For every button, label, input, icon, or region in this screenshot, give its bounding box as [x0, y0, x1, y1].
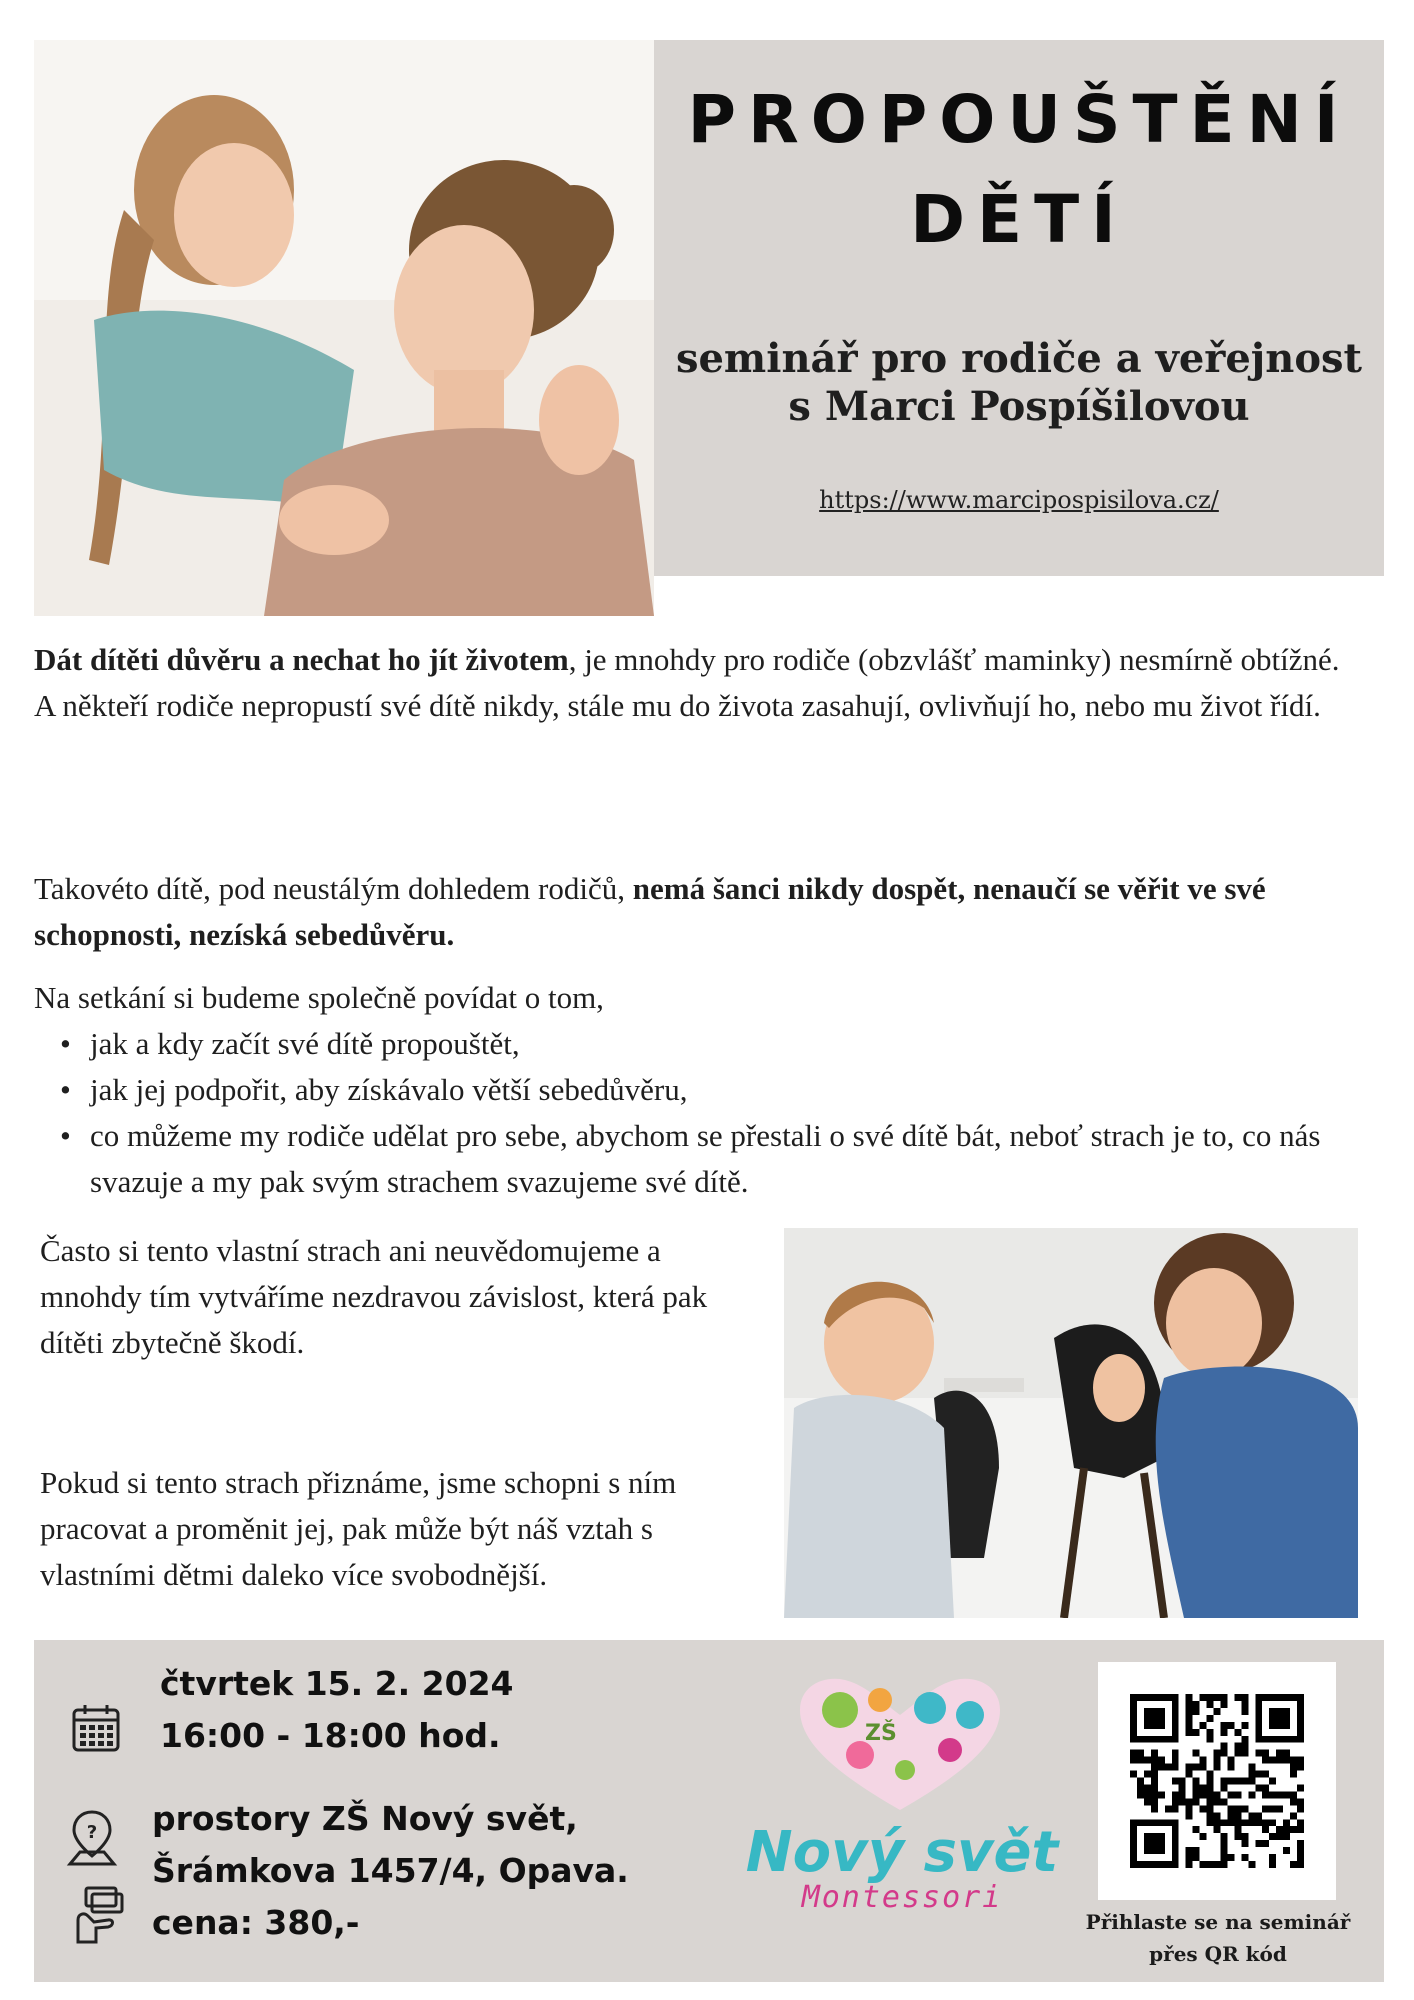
event-datetime	[160, 1658, 514, 1762]
money-hand-icon	[72, 1884, 124, 1936]
intro-paragraph	[34, 637, 1384, 729]
second-paragraph-normal: Takovéto dítě, pod neustálým dohledem rodičů,	[34, 871, 633, 906]
place-line-1: prostory ZŠ Nový svět,	[152, 1799, 578, 1838]
event-date: čtvrtek 15. 2. 2024	[160, 1664, 514, 1703]
list-item: • jak jej podpořit, aby získávalo větší sebedůvěru,	[34, 1067, 1384, 1113]
list-item: • jak a kdy začít své dítě propouštět,	[34, 1021, 1384, 1067]
intro-line-2: A někteří rodiče nepropustí své dítě nikdy, stále mu do života zasahují, ovlivňují ho, nebo mu život řídí.	[34, 688, 1321, 723]
qr-code-icon	[1130, 1694, 1304, 1868]
intro-bold: Dát dítěti důvěru a nechat ho jít životem	[34, 642, 569, 677]
intro-rest: , je mnohdy pro rodiče (obzvlášť maminky) nesmírně obtížné.	[568, 642, 1340, 677]
logo-subtitle: Montessori	[801, 1880, 1003, 1915]
qr-caption-line-2: přes QR kód	[1149, 1942, 1287, 1966]
meeting-intro: Na setkání si budeme společně povídat o tom,	[34, 980, 604, 1015]
qr-caption	[1068, 1906, 1368, 1970]
list-item: • co můžeme my rodiče udělat pro sebe, abychom se přestali o své dítě bát, neboť strach je to, co nás svazuje a my pak svým strachem svazujeme své dítě.	[34, 1113, 1384, 1205]
event-time: 16:00 - 18:00 hod.	[160, 1716, 501, 1755]
event-place	[152, 1793, 629, 1949]
qr-caption-line-1: Přihlaste se na seminář	[1085, 1910, 1351, 1934]
calendar-icon	[70, 1702, 122, 1754]
acceptance-paragraph: Pokud si tento strach přiznáme, jsme schopni s ním pracovat a proměnit jej, pak může být náš vztah s vlastními dětmi daleko více svobodnější.	[40, 1465, 677, 1592]
event-price: cena: 380,-	[152, 1903, 360, 1942]
photo-mother-daughter	[34, 40, 654, 616]
title-line-2: DĚTÍ	[910, 181, 1128, 258]
subtitle	[654, 335, 1384, 431]
logo-word: Nový svět	[745, 1820, 1059, 1885]
title-line-1: PROPOUŠTĚNÍ	[687, 81, 1351, 158]
website-link[interactable]: https://www.marcipospisilova.cz/	[819, 486, 1219, 514]
subtitle-line-1: seminář pro rodiče a veřejnost	[675, 335, 1363, 382]
fear-paragraph: Často si tento vlastní strach ani neuvědomujeme a mnohdy tím vytváříme nezdravou závislost, která pak dítěti zbytečně škodí.	[40, 1233, 708, 1360]
svg-text:?: ?	[86, 1822, 98, 1843]
topic-list	[34, 1021, 1384, 1205]
qr-code[interactable]	[1098, 1662, 1336, 1900]
logo-badge: ZŠ	[865, 1721, 897, 1746]
location-pin-icon	[66, 1808, 118, 1860]
subtitle-line-2: s Marci Pospíšilovou	[788, 383, 1250, 430]
second-paragraph	[34, 866, 1384, 958]
page-title	[654, 70, 1384, 270]
place-line-2: Šrámkova 1457/4, Opava.	[152, 1851, 629, 1890]
photo-boy-woman	[784, 1228, 1358, 1618]
second-paragraph-bold: nemá šanci nikdy dospět, nenaučí se věřit ve své schopnosti, nezíská sebedůvěru.	[34, 871, 1266, 952]
